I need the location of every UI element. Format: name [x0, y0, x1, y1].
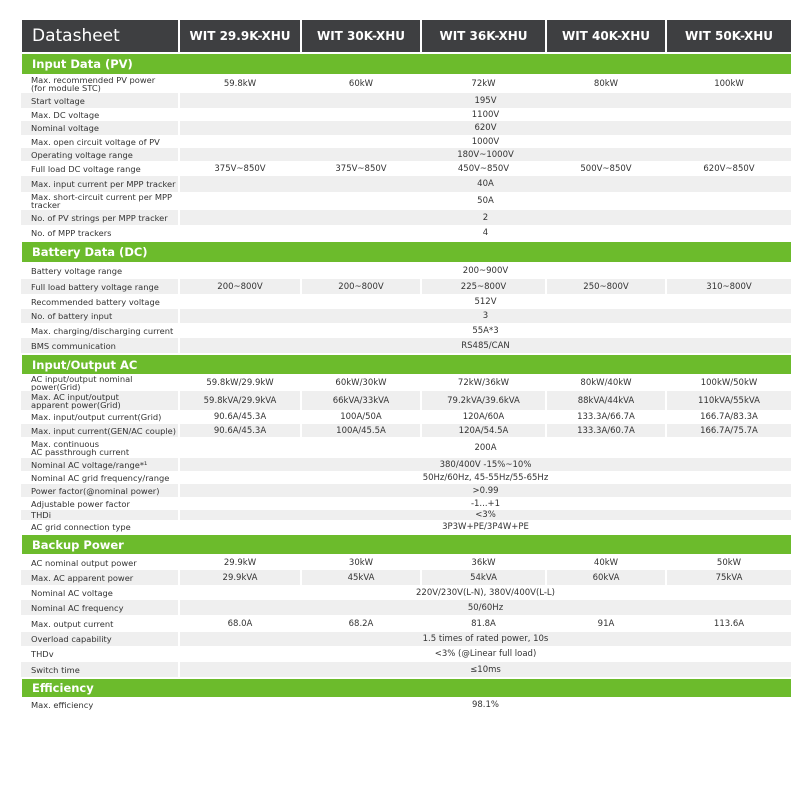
spec-value: 66kVA/33kVA: [301, 391, 421, 410]
spec-value: 60kW: [301, 75, 421, 94]
spec-label: AC grid connection type: [21, 520, 179, 534]
spec-value: 180V~1000V: [179, 148, 791, 161]
spec-value: 100kW/50kW: [666, 375, 791, 392]
spec-label: Nominal AC voltage: [21, 585, 179, 600]
spec-label: Battery voltage range: [21, 263, 179, 280]
spec-value: 36kW: [421, 555, 546, 571]
spec-value: 2: [179, 210, 791, 225]
spec-label: No. of PV strings per MPP tracker: [21, 210, 179, 225]
spec-row: [21, 225, 791, 241]
spec-value: 380/400V -15%~10%: [179, 458, 791, 471]
spec-label: Start voltage: [21, 93, 179, 108]
spec-label: Max. open circuit voltage of PV: [21, 135, 179, 148]
spec-label: Max. short-circuit current per MPP tracker: [21, 192, 179, 210]
spec-value: <3%: [179, 510, 791, 520]
spec-row: [21, 148, 791, 161]
model-header: WIT 50K-XHU: [666, 20, 791, 53]
section-title: Input Data (PV): [21, 53, 791, 75]
spec-label: Nominal voltage: [21, 121, 179, 135]
section-header: [21, 241, 791, 263]
spec-value: 200~800V: [179, 279, 301, 294]
spec-value: 90.6A/45.3A: [179, 424, 301, 437]
spec-row: [21, 161, 791, 176]
spec-value: 620V~850V: [666, 161, 791, 176]
spec-value: 375V~850V: [301, 161, 421, 176]
spec-label: Max. DC voltage: [21, 108, 179, 121]
spec-value: 59.8kW: [179, 75, 301, 94]
spec-value: 45kVA: [301, 570, 421, 585]
spec-label: Switch time: [21, 662, 179, 678]
spec-row: [21, 484, 791, 497]
spec-value: 59.8kW/29.9kW: [179, 375, 301, 392]
spec-row: [21, 121, 791, 135]
spec-value: 100kW: [666, 75, 791, 94]
spec-value: 50kW: [666, 555, 791, 571]
spec-value: 80kW/40kW: [546, 375, 666, 392]
spec-value: 120A/54.5A: [421, 424, 546, 437]
spec-value: 54kVA: [421, 570, 546, 585]
model-header: WIT 29.9K-XHU: [179, 20, 301, 53]
spec-value: 29.9kVA: [179, 570, 301, 585]
spec-value: 60kW/30kW: [301, 375, 421, 392]
spec-row: [21, 646, 791, 662]
spec-value: >0.99: [179, 484, 791, 497]
spec-value: 72kW: [421, 75, 546, 94]
datasheet: [20, 20, 790, 712]
spec-label: Nominal AC grid frequency/range: [21, 471, 179, 484]
section-title: Input/Output AC: [21, 354, 791, 375]
spec-value: 81.8A: [421, 615, 546, 632]
spec-label: THDv: [21, 646, 179, 662]
spec-label: THDi: [21, 510, 179, 520]
spec-label: No. of battery input: [21, 309, 179, 323]
spec-value: <3% (@Linear full load): [179, 646, 791, 662]
spec-label: AC input/output nominal power(Grid): [21, 375, 179, 392]
header-row: [21, 20, 791, 53]
spec-row: [21, 309, 791, 323]
spec-value: 50A: [179, 192, 791, 210]
spec-value: 91A: [546, 615, 666, 632]
spec-row: [21, 698, 791, 713]
spec-value: 512V: [179, 294, 791, 309]
spec-label: Max. output current: [21, 615, 179, 632]
datasheet-title: Datasheet: [21, 20, 179, 53]
spec-value: 200~800V: [301, 279, 421, 294]
spec-row: [21, 108, 791, 121]
spec-value: 4: [179, 225, 791, 241]
spec-row: [21, 471, 791, 484]
spec-value: 68.2A: [301, 615, 421, 632]
spec-row: [21, 600, 791, 615]
spec-value: 59.8kVA/29.9kVA: [179, 391, 301, 410]
spec-label: Nominal AC frequency: [21, 600, 179, 615]
spec-value: 310~800V: [666, 279, 791, 294]
spec-value: 113.6A: [666, 615, 791, 632]
spec-value: 3: [179, 309, 791, 323]
spec-value: 100A/50A: [301, 410, 421, 424]
spec-value: 79.2kVA/39.6kVA: [421, 391, 546, 410]
spec-value: 200A: [179, 437, 791, 458]
spec-row: [21, 375, 791, 392]
spec-row: [21, 323, 791, 338]
spec-value: 68.0A: [179, 615, 301, 632]
model-header: WIT 40K-XHU: [546, 20, 666, 53]
spec-value: 88kVA/44kVA: [546, 391, 666, 410]
spec-row: [21, 176, 791, 192]
section-title: Battery Data (DC): [21, 241, 791, 263]
spec-label: Max. recommended PV power (for module STC): [21, 75, 179, 94]
spec-value: 500V~850V: [546, 161, 666, 176]
section-title: Backup Power: [21, 534, 791, 555]
spec-label: Max. AC input/output apparent power(Grid): [21, 391, 179, 410]
spec-label: Overload capability: [21, 632, 179, 646]
spec-value: 166.7A/83.3A: [666, 410, 791, 424]
spec-label: Max. input current per MPP tracker: [21, 176, 179, 192]
spec-value: 250~800V: [546, 279, 666, 294]
spec-row: [21, 210, 791, 225]
spec-value: 3P3W+PE/3P4W+PE: [179, 520, 791, 534]
spec-value: 1.5 times of rated power, 10s: [179, 632, 791, 646]
spec-value: 133.3A/66.7A: [546, 410, 666, 424]
spec-value: 1100V: [179, 108, 791, 121]
spec-label: Full load battery voltage range: [21, 279, 179, 294]
spec-value: 40kW: [546, 555, 666, 571]
spec-row: [21, 585, 791, 600]
spec-label: Operating voltage range: [21, 148, 179, 161]
spec-row: [21, 632, 791, 646]
model-header: WIT 36K-XHU: [421, 20, 546, 53]
spec-label: Max. continuous AC passthrough current: [21, 437, 179, 458]
spec-label: Adjustable power factor: [21, 497, 179, 510]
spec-row: [21, 391, 791, 410]
spec-row: [21, 424, 791, 437]
spec-label: Max. input/output current(Grid): [21, 410, 179, 424]
spec-value: 60kVA: [546, 570, 666, 585]
spec-value: 75kVA: [666, 570, 791, 585]
spec-row: [21, 510, 791, 520]
spec-row: [21, 192, 791, 210]
spec-label: Recommended battery voltage: [21, 294, 179, 309]
spec-value: ≤10ms: [179, 662, 791, 678]
spec-label: Max. input current(GEN/AC couple): [21, 424, 179, 437]
spec-value: 80kW: [546, 75, 666, 94]
spec-value: 30kW: [301, 555, 421, 571]
spec-value: 50Hz/60Hz, 45-55Hz/55-65Hz: [179, 471, 791, 484]
spec-row: [21, 263, 791, 280]
spec-row: [21, 437, 791, 458]
spec-row: [21, 555, 791, 571]
spec-label: Full load DC voltage range: [21, 161, 179, 176]
spec-value: 1000V: [179, 135, 791, 148]
spec-label: AC nominal output power: [21, 555, 179, 571]
spec-value: 195V: [179, 93, 791, 108]
spec-value: 100A/45.5A: [301, 424, 421, 437]
spec-label: Nominal AC voltage/range*¹: [21, 458, 179, 471]
spec-value: 133.3A/60.7A: [546, 424, 666, 437]
model-header: WIT 30K-XHU: [301, 20, 421, 53]
spec-label: BMS communication: [21, 338, 179, 354]
spec-label: Max. charging/discharging current: [21, 323, 179, 338]
section-title: Efficiency: [21, 678, 791, 698]
spec-label: No. of MPP trackers: [21, 225, 179, 241]
spec-value: 450V~850V: [421, 161, 546, 176]
spec-row: [21, 497, 791, 510]
spec-value: 50/60Hz: [179, 600, 791, 615]
spec-row: [21, 279, 791, 294]
spec-value: RS485/CAN: [179, 338, 791, 354]
spec-value: 220V/230V(L-N), 380V/400V(L-L): [179, 585, 791, 600]
section-header: [21, 678, 791, 698]
spec-value: 620V: [179, 121, 791, 135]
spec-label: Power factor(@nominal power): [21, 484, 179, 497]
spec-value: 166.7A/75.7A: [666, 424, 791, 437]
spec-row: [21, 458, 791, 471]
spec-value: 29.9kW: [179, 555, 301, 571]
spec-value: 55A*3: [179, 323, 791, 338]
spec-value: 40A: [179, 176, 791, 192]
spec-value: 120A/60A: [421, 410, 546, 424]
spec-value: 110kVA/55kVA: [666, 391, 791, 410]
spec-value: 375V~850V: [179, 161, 301, 176]
spec-value: 72kW/36kW: [421, 375, 546, 392]
spec-row: [21, 135, 791, 148]
spec-row: [21, 615, 791, 632]
section-header: [21, 53, 791, 75]
spec-row: [21, 294, 791, 309]
spec-row: [21, 662, 791, 678]
spec-row: [21, 410, 791, 424]
spec-label: Max. efficiency: [21, 698, 179, 713]
section-header: [21, 534, 791, 555]
spec-row: [21, 93, 791, 108]
spec-label: Max. AC apparent power: [21, 570, 179, 585]
spec-value: -1...+1: [179, 497, 791, 510]
spec-row: [21, 570, 791, 585]
spec-value: 98.1%: [179, 698, 791, 713]
spec-value: 225~800V: [421, 279, 546, 294]
spec-value: 90.6A/45.3A: [179, 410, 301, 424]
spec-row: [21, 338, 791, 354]
spec-value: 200~900V: [179, 263, 791, 280]
spec-row: [21, 520, 791, 534]
datasheet-table: [20, 20, 791, 712]
spec-row: [21, 75, 791, 94]
section-header: [21, 354, 791, 375]
